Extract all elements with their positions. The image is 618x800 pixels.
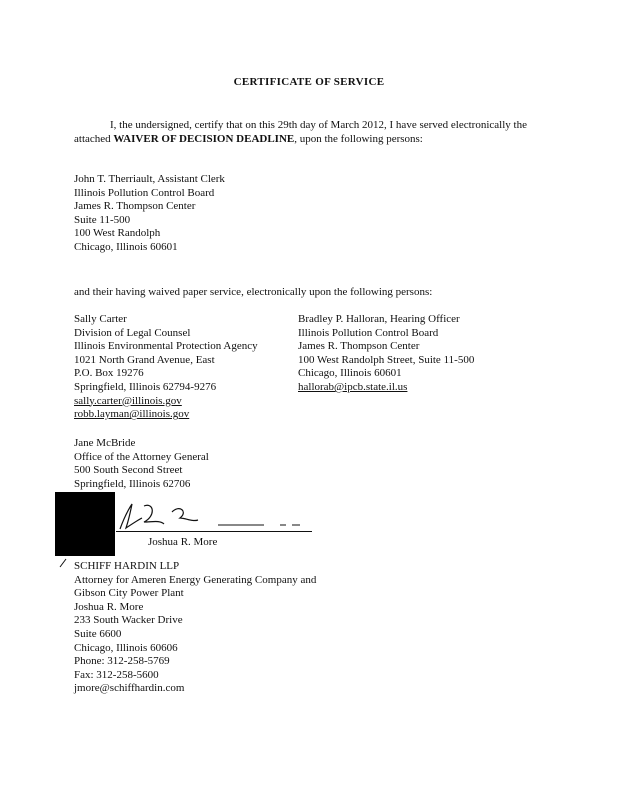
firm-line: Fax: 312-258-5600 [74,668,159,681]
firm-line: SCHIFF HARDIN LLP [74,560,180,572]
third-recipient-block [74,437,209,491]
pen-mark-icon [58,556,70,568]
recipient-line: Illinois Environmental Protection Agency [74,340,258,353]
firm-line: Chicago, Illinois 60606 [74,641,178,654]
firm-line: Gibson City Power Plant [74,587,184,600]
recipient-line: 100 West Randolph Street, Suite 11-500 [298,353,475,366]
firm-email: jmore@schiffhardin.com [74,682,185,695]
recipient-line: Sally Carter [74,313,127,325]
firm-signature-block [74,560,316,696]
recipient-line: 500 South Second Street [74,464,183,477]
signature-line [116,531,312,532]
firm-line: Attorney for Ameren Energy Generating Company and [74,573,317,586]
intro-document-name: WAIVER OF DECISION DEADLINE [113,133,295,145]
signature-scribble [114,498,314,532]
redaction-box [55,492,115,556]
page-title: CERTIFICATE OF SERVICE [233,76,385,88]
firm-line: 233 South Wacker Drive [74,614,183,627]
clerk-line: Chicago, Illinois 60601 [74,240,178,253]
signature-name: Joshua R. More [148,536,218,548]
intro-text-part1: I, the undersigned, certify that on this 29th day of March 2012, I have served electronically the attached [74,119,527,145]
email-link[interactable]: robb.layman@illinois.gov [74,408,190,421]
recipient-line: James R. Thompson Center [298,340,420,353]
recipient-line: Division of Legal Counsel [74,326,191,339]
firm-line: Suite 6600 [74,627,122,640]
left-recipient-block [74,313,258,422]
recipient-line: Office of the Attorney General [74,450,209,463]
recipient-line: Springfield, Illinois 62794-9276 [74,380,217,393]
recipient-line: Springfield, Illinois 62706 [74,477,191,490]
clerk-line: James R. Thompson Center [74,200,196,213]
clerk-line: 100 West Randolph [74,227,161,240]
recipient-line: Chicago, Illinois 60601 [298,367,402,380]
clerk-line: Illinois Pollution Control Board [74,186,215,199]
recipient-line: P.O. Box 19276 [74,367,144,380]
recipient-line: Bradley P. Halloran, Hearing Officer [298,313,460,325]
firm-line: Phone: 312-258-5769 [74,655,170,668]
waived-service-text: and their having waived paper service, electronically upon the following persons: [74,286,433,298]
clerk-line: John T. Therriault, Assistant Clerk [74,173,225,185]
email-link[interactable]: sally.carter@illinois.gov [74,394,182,407]
right-recipient-block [298,313,474,395]
recipient-line: Jane McBride [74,437,136,449]
recipient-line: Illinois Pollution Control Board [298,326,439,339]
intro-paragraph [74,118,544,146]
recipient-line: 1021 North Grand Avenue, East [74,353,215,366]
firm-line: Joshua R. More [74,600,144,613]
intro-text-part2: , upon the following persons: [294,133,423,145]
clerk-address-block [74,173,225,255]
email-link[interactable]: hallorab@ipcb.state.il.us [298,380,408,393]
clerk-line: Suite 11-500 [74,213,131,226]
